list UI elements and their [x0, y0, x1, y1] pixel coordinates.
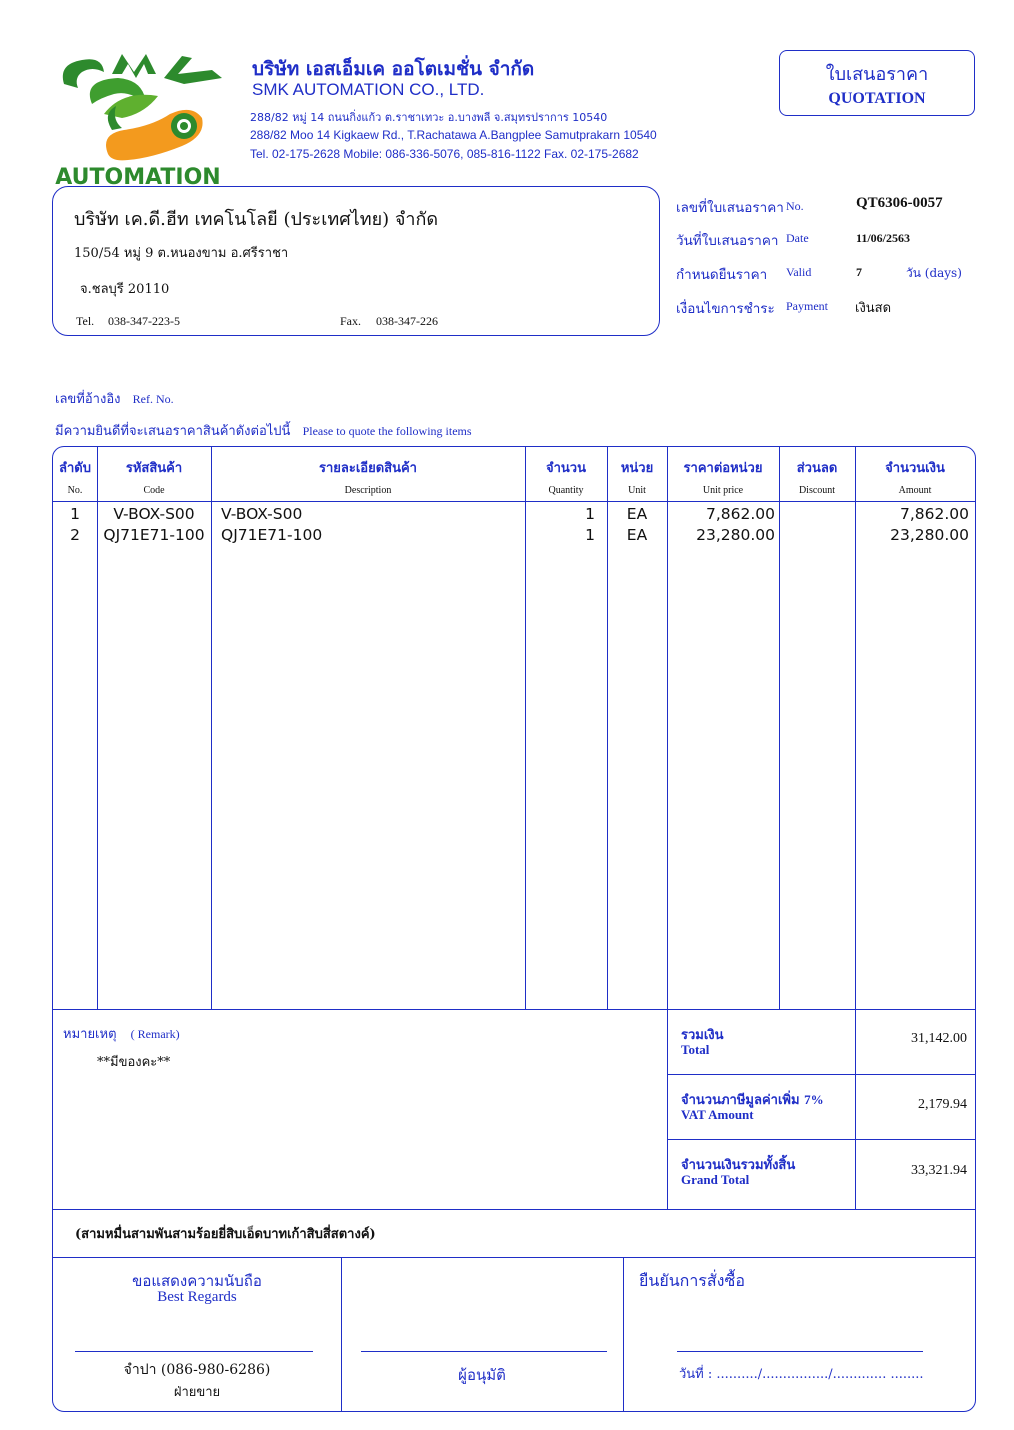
col-divider	[855, 447, 856, 1209]
vat-label-en: VAT Amount	[681, 1107, 754, 1122]
vat-rate: 7%	[804, 1092, 824, 1107]
seller-signature-line	[75, 1351, 313, 1352]
col-divider	[667, 447, 668, 1209]
company-contact: Tel. 02-175-2628 Mobile: 086-336-5076, 085-816-1122 Fax. 02-175-2682	[250, 147, 639, 161]
total-value: 31,142.00	[911, 1031, 967, 1046]
row-2-unit-price: 23,280.00	[696, 526, 775, 544]
items-table	[52, 446, 976, 1412]
remark-text: **มีของคะ**	[97, 1055, 171, 1070]
grand-total-label-th: จำนวนเงินรวมทั้งสิ้น	[681, 1158, 796, 1173]
payment-label-th: เงื่อนไขการชำระ	[676, 301, 775, 317]
header-code: รหัสสินค้า	[125, 461, 183, 476]
grand-total-label	[681, 1159, 795, 1187]
amount-in-words: (สามหมื่นสามพันสามร้อยยี่สิบเอ็ดบาทเก้าสิบสี่สตางค์)	[75, 1227, 376, 1242]
totals-divider	[667, 1074, 975, 1075]
ref-no-label-en: Ref. No.	[132, 392, 174, 406]
header-no: ลำดับ	[59, 461, 91, 476]
vat-label	[681, 1093, 824, 1122]
remark-label-th: หมายเหตุ	[63, 1027, 117, 1042]
company-logo	[52, 44, 224, 194]
quote-no-label-en: No.	[786, 199, 804, 213]
row-1-unit: EA	[626, 505, 648, 523]
row-1-code: V-BOX-S00	[113, 505, 195, 523]
please-quote-th: มีความยินดีที่จะเสนอราคาสินค้าดังต่อไปนี้	[55, 424, 291, 439]
approver-label: ผู้อนุมัติ	[458, 1366, 506, 1384]
totals-divider	[667, 1139, 975, 1140]
document-title-en: QUOTATION	[828, 90, 926, 107]
totals-bottom-divider	[53, 1209, 975, 1210]
quote-date-label-en: Date	[786, 231, 809, 245]
document-title-box	[779, 50, 975, 116]
valid-label-th: กำหนดยืนราคา	[676, 267, 768, 283]
header-description-en: Description	[344, 485, 392, 496]
regards-th: ขอแสดงความนับถือ	[132, 1272, 262, 1290]
company-address-en: 288/82 Moo 14 Kigkaew Rd., T.Rachatawa A.Bangplee Samutprakarn 10540	[250, 128, 657, 142]
quote-date-value: 11/06/2563	[856, 231, 911, 245]
col-divider	[779, 447, 780, 1009]
header-unit-price: ราคาต่อหน่วย	[683, 461, 763, 476]
customer-tel-label: Tel.	[76, 314, 95, 328]
grand-total-label-en: Grand Total	[681, 1172, 750, 1187]
customer-tel: 038-347-223-5	[108, 314, 180, 328]
header-unit: หน่วย	[620, 461, 654, 476]
row-2-unit: EA	[626, 526, 648, 544]
header-no-en: No.	[67, 485, 83, 496]
row-2-code: QJ71E71-100	[103, 526, 205, 544]
valid-unit: วัน (days)	[906, 266, 962, 280]
row-2-amount: 23,280.00	[890, 526, 969, 544]
seller-name: จำปา (086-980-6286)	[123, 1362, 271, 1378]
col-divider	[211, 447, 212, 1009]
row-1-quantity: 1	[585, 505, 595, 523]
row-2-description: QJ71E71-100	[221, 526, 323, 544]
document-title-th: ใบเสนอราคา	[825, 64, 929, 85]
customer-name: บริษัท เค.ดี.ฮีท เทคโนโลยี (ประเทศไทย) จำกัด	[74, 209, 439, 230]
header-discount: ส่วนลด	[796, 461, 838, 476]
vat-label-th: จำนวนภาษีมูลค่าเพิ่ม	[681, 1093, 800, 1108]
quote-date-label-th: วันที่ใบเสนอราคา	[676, 233, 779, 249]
svg-text:AUTOMATION: AUTOMATION	[55, 165, 221, 190]
payment-label-en: Payment	[786, 299, 828, 313]
row-1-amount: 7,862.00	[899, 505, 969, 523]
customer-fax-label: Fax.	[340, 314, 361, 328]
total-label	[681, 1029, 724, 1057]
ref-no-label-th: เลขที่อ้างอิง	[55, 392, 121, 407]
total-label-th: รวมเงิน	[681, 1028, 724, 1043]
approver-signature-line	[361, 1351, 607, 1352]
customer-address-2: จ.ชลบุรี 20110	[80, 282, 170, 297]
company-name-en: SMK AUTOMATION CO., LTD.	[252, 80, 485, 99]
grand-total-value: 33,321.94	[911, 1163, 967, 1178]
vat-value: 2,179.94	[918, 1097, 967, 1112]
header-amount: จำนวนเงิน	[885, 461, 945, 476]
remark-label-en: ( Remark)	[130, 1027, 180, 1041]
quote-no-value: QT6306-0057	[856, 195, 943, 211]
header-code-en: Code	[143, 485, 165, 496]
header-quantity: จำนวน	[546, 461, 586, 476]
quote-no-label-th: เลขที่ใบเสนอราคา	[676, 200, 784, 216]
regards-en: Best Regards	[157, 1289, 237, 1305]
total-label-en: Total	[681, 1042, 710, 1057]
words-bottom-divider	[53, 1257, 975, 1258]
please-quote-row	[55, 420, 472, 441]
row-1-unit-price: 7,862.00	[705, 505, 775, 523]
customer-address-1: 150/54 หมู่ 9 ต.หนองขาม อ.ศรีราชา	[74, 246, 289, 261]
header-unit-price-en: Unit price	[702, 485, 744, 496]
header-description: รายละเอียดสินค้า	[319, 461, 417, 476]
company-name-th: บริษัท เอสเอ็มเค ออโตเมชั่น จำกัด	[252, 58, 535, 80]
header-unit-en: Unit	[628, 485, 646, 496]
row-2-quantity: 1	[585, 526, 595, 544]
please-quote-en: Please to quote the following items	[302, 424, 472, 438]
items-bottom-divider	[53, 1009, 975, 1010]
sig-divider	[341, 1257, 342, 1411]
header-quantity-en: Quantity	[548, 485, 584, 496]
ref-no-row	[55, 388, 174, 409]
sig-divider	[623, 1257, 624, 1411]
company-address-th: 288/82 หมู่ 14 ถนนกิ่งแก้ว ต.ราชาเทวะ อ.บางพลี จ.สมุทรปราการ 10540	[250, 111, 608, 124]
confirm-signature-line	[677, 1351, 923, 1352]
header-amount-en: Amount	[898, 485, 932, 496]
payment-value: เงินสด	[855, 301, 892, 316]
valid-label-en: Valid	[786, 265, 812, 279]
header-discount-en: Discount	[798, 485, 836, 496]
row-1-no: 1	[70, 505, 80, 523]
row-2-no: 2	[70, 526, 80, 544]
customer-fax: 038-347-226	[376, 314, 438, 328]
row-1-description: V-BOX-S00	[221, 505, 303, 523]
seller-role: ฝ่ายขาย	[173, 1385, 221, 1400]
valid-value: 7	[856, 265, 862, 279]
confirm-order-label: ยืนยันการสั่งซื้อ	[639, 1271, 745, 1290]
confirm-date-line: วันที่ : ........../................/............. ........	[679, 1367, 924, 1382]
remark-label	[63, 1023, 180, 1044]
header-divider	[53, 501, 975, 502]
